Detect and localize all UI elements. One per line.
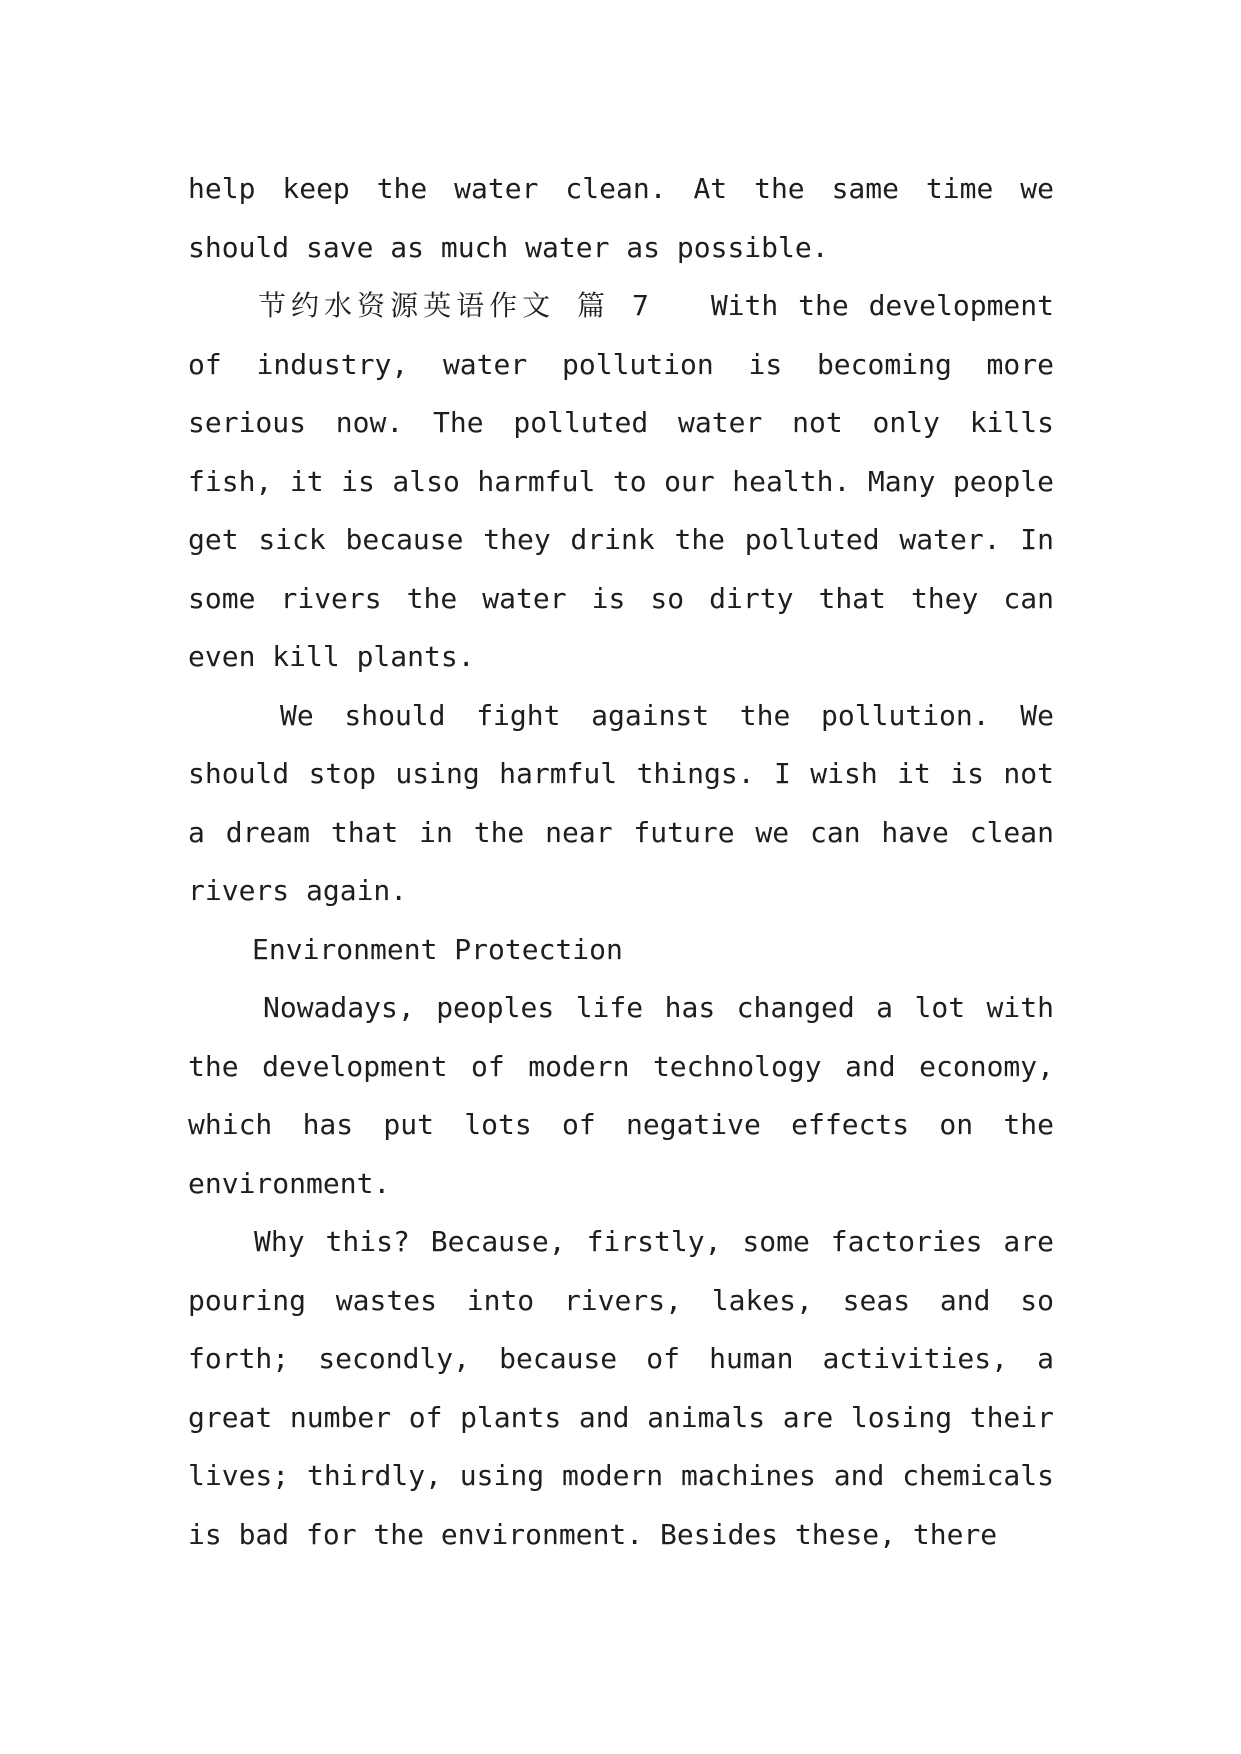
section-7-body: With the development of industry, water pollution is becoming more serious now. The polluted water not only kills fish, it is also harmful to our health. Many people get sick because they drink the polluted water. In some rivers the water is so dirty that they can even kill plants. xyxy=(188,289,1054,673)
essay-title: Environment Protection xyxy=(252,932,623,966)
section-heading-7: 节约水资源英语作文 篇 7 xyxy=(258,289,651,322)
paragraph-intro-end: help keep the water clean. At the same time we should save as much water as possible. xyxy=(188,172,1054,264)
paragraph-nowadays: Nowadays, peoples life has changed a lot with the development of modern technology and economy, which has put lots of negative effects on the environment. xyxy=(188,991,1054,1200)
paragraph-fight-pollution: We should fight against the pollution. We should stop using harmful things. I wish it is not a dream that in the near future we can have clean rivers again. xyxy=(188,698,1054,907)
document-body xyxy=(188,160,1054,1564)
paragraph-section-7 xyxy=(188,277,1054,687)
paragraph-why-this: Why this? Because, firstly, some factories are pouring wastes into rivers, lakes, seas and so forth; secondly, because of human activities, a great number of plants and animals are losing their lives; thirdly, using modern machines and chemicals is bad for the environment. Besides these, there xyxy=(188,1225,1054,1551)
